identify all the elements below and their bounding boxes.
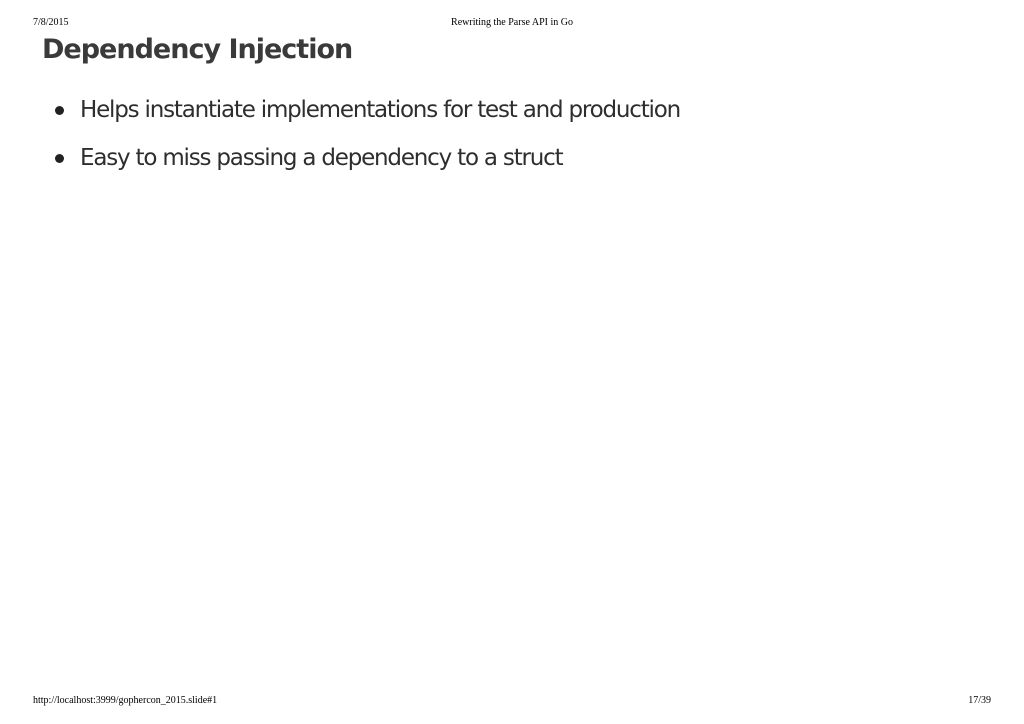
slide-title: Dependency Injection <box>42 34 353 65</box>
print-header-date: 7/8/2015 <box>33 17 69 28</box>
bullet-text: Easy to miss passing a dependency to a struct <box>80 145 563 171</box>
bullet-dot-icon <box>55 154 64 163</box>
print-header-title: Rewriting the Parse API in Go <box>451 17 573 28</box>
bullet-dot-icon <box>55 106 64 115</box>
print-footer-page-number: 17/39 <box>968 695 991 706</box>
bullet-item <box>50 140 680 176</box>
print-footer-url: http://localhost:3999/gophercon_2015.slide#1 <box>33 695 218 706</box>
bullet-text: Helps instantiate implementations for test and production <box>80 97 680 123</box>
bullet-item <box>50 92 680 128</box>
bullet-list <box>50 92 680 188</box>
